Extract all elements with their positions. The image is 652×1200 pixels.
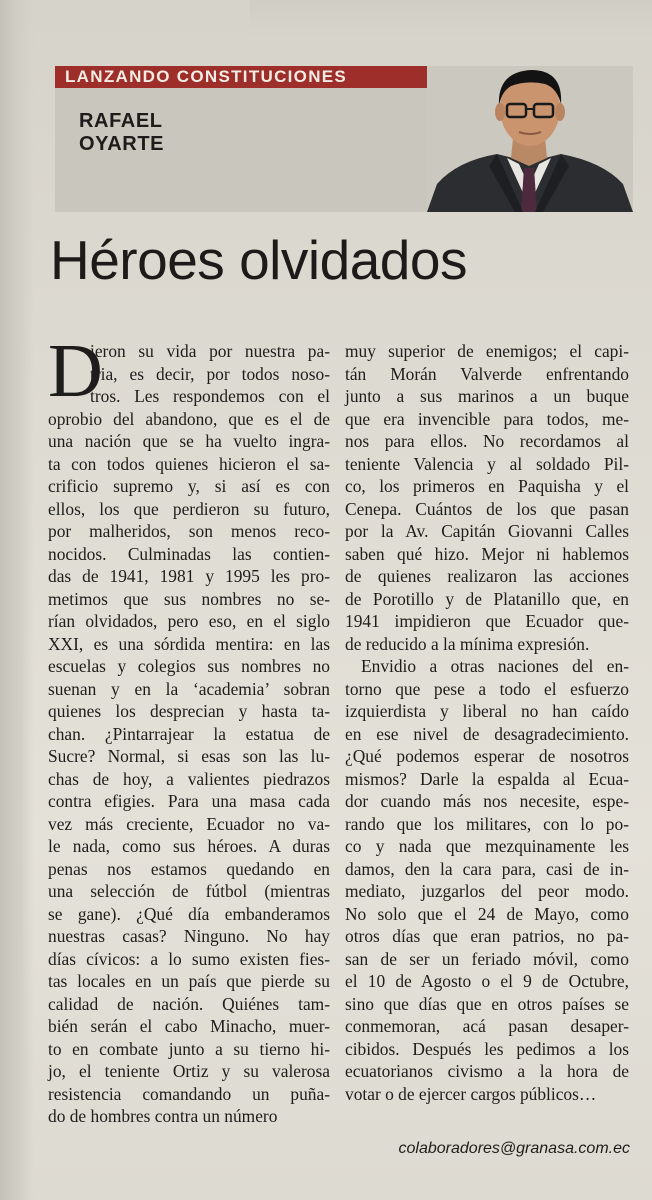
article-text-line: sino que días que en otros países se xyxy=(345,993,629,1014)
article-text-line: saben qué hizo. Mejor ni hablemos xyxy=(345,543,629,564)
article-text-line: junto a sus marinos a un buque xyxy=(345,386,629,406)
contact-email: colaboradores@granasa.com.ec xyxy=(398,1140,630,1157)
article-text-line: jo, el teniente Ortiz y su valerosa xyxy=(48,1061,330,1081)
article-text-line: mediato, juzgarlos del peor modo. xyxy=(345,881,629,901)
article-text-line: vez más creciente, Ecuador no va- xyxy=(48,813,330,834)
author-last-name: OYARTE xyxy=(79,133,165,155)
article-text-line: le nada, como sus héroes. A duras xyxy=(48,836,330,856)
article-text-line: nuestras casas? Ninguno. No hay xyxy=(48,926,330,946)
article-text-line: tán Morán Valverde enfrentando xyxy=(345,363,629,384)
article-text-line: ¿Qué podemos esperar de nosotros xyxy=(345,746,629,766)
article-text-line: Envidio a otras naciones del en- xyxy=(361,656,629,676)
article-text-line: otros días que eran patrios, no pa- xyxy=(345,926,629,946)
article-text-line: el 10 de Agosto o el 9 de Octubre, xyxy=(345,971,629,991)
article-text-line: por la Av. Capitán Giovanni Calles xyxy=(345,521,629,541)
article-text-line: ellos, los que perdieron su futuro, xyxy=(48,498,330,519)
article-text-line: muy superior de enemigos; el capi- xyxy=(345,341,629,361)
column-header xyxy=(55,66,633,212)
drop-cap: D xyxy=(48,329,103,413)
article-text-line: tria, es decir, por todos noso- xyxy=(90,363,330,384)
article-text-line: de quienes realizaron las acciones xyxy=(345,566,629,586)
article-text-line: conmemoran, acá pasan desaper- xyxy=(345,1016,629,1036)
author-name xyxy=(79,110,229,156)
article-text-line: to en combate junto a su tierno hi- xyxy=(48,1038,330,1059)
article-text-line: una nación que se ha vuelto ingra- xyxy=(48,431,330,451)
article-text-line: suenan y en la ‘academia’ sobran xyxy=(48,678,330,699)
article-column-right xyxy=(345,340,629,1105)
article-text-line: por malheridos, son menos reco- xyxy=(48,521,330,541)
article-text-line: oprobio del abandono, que es el de xyxy=(48,408,330,429)
article-text-line: teniente Valencia y al soldado Pil- xyxy=(345,453,629,474)
article-text-line: rían olvidados, pero eso, en el siglo xyxy=(48,611,330,631)
article-text-line: de reducido a la mínima expresión. xyxy=(345,633,590,654)
bleed-through-text xyxy=(250,0,652,40)
article-text-line: rando que los militares, con lo po- xyxy=(345,813,629,834)
article-text-line: co y nada que mezquinamente les xyxy=(345,836,629,856)
article-text-line: días cívicos: a lo sumo existen fies- xyxy=(48,948,330,969)
article-text-line: escuelas y colegios sus nombres no xyxy=(48,656,330,676)
article-text-line: contra efigies. Para una masa cada xyxy=(48,791,330,811)
page-fold-shadow xyxy=(0,0,34,1200)
article-text-line: nos para ellos. No recordamos al xyxy=(345,431,629,451)
article-text-line: ecuatorianos civismo a la hora de xyxy=(345,1061,629,1081)
article-text-line: dor cuando más nos necesite, espe- xyxy=(345,791,629,811)
article-text-line: chas de hoy, a valientes piedrazos xyxy=(48,768,330,789)
article-text-line: quienes los desprecian y hasta ta- xyxy=(48,701,330,721)
article-text-line: bién serán el cabo Minacho, muer- xyxy=(48,1016,330,1036)
article-text-line: ta con todos quienes hicieron el sa- xyxy=(48,453,330,474)
article-text-line: en ese nivel de desagradecimiento. xyxy=(345,723,629,744)
article-column-left xyxy=(48,340,330,1128)
article-text-line: metimos que sus nombres no se- xyxy=(48,588,330,609)
article-text-line: damos, den la cara para, casi de in- xyxy=(345,858,629,879)
author-first-name: RAFAEL xyxy=(79,110,163,132)
article-text-line: tas locales en un país que pierde su xyxy=(48,971,330,991)
article-text-line: 1941 impidieron que Ecuador que- xyxy=(345,611,629,631)
article-text-line: calidad de nación. Quiénes tam- xyxy=(48,993,330,1014)
author-photo xyxy=(427,66,633,212)
article-text-line: chan. ¿Pintarrajear la estatua de xyxy=(48,723,330,744)
article-text-line: resistencia comandando un puña- xyxy=(48,1083,330,1104)
article-text-line: das de 1941, 1981 y 1995 les pro- xyxy=(48,566,330,586)
article-text-line: tros. Les respondemos con el xyxy=(90,386,330,406)
article-text-line: que era invencible para todos, me- xyxy=(345,408,629,429)
article-text-line: XXI, es una sórdida mentira: en las xyxy=(48,633,330,654)
article-text-line: crificio supremo y, si así es con xyxy=(48,476,330,496)
article-text-line: nocidos. Culminadas las contien- xyxy=(48,543,330,564)
article-text-line: votar o de ejercer cargos públicos… xyxy=(345,1083,597,1104)
article-text-line: No solo que el 24 de Mayo, como xyxy=(345,903,629,924)
article-text-line: de Porotillo y de Platanillo que, en xyxy=(345,588,629,609)
article-text-line: torno que pese a todo el esfuerzo xyxy=(345,678,629,699)
article-text-line: Sucre? Normal, si esas son las lu- xyxy=(48,746,330,766)
article-text-line: se gane). ¿Qué día embanderamos xyxy=(48,903,330,924)
article-text-line: co, los primeros en Paquisha y el xyxy=(345,476,629,496)
section-label: LANZANDO CONSTITUCIONES xyxy=(65,67,348,86)
article-text-line: do de hombres contra un número xyxy=(48,1106,278,1126)
article-text-line: cibidos. Después les pedimos a los xyxy=(345,1038,629,1059)
article-text-line: una selección de fútbol (mientras xyxy=(48,881,330,901)
article-text-line: Cenepa. Cuántos de los que pasan xyxy=(345,498,629,519)
article-title: Héroes olvidados xyxy=(50,229,467,291)
article-text-line: izquierdista y liberal no han caído xyxy=(345,701,629,721)
article-text-line: ieron su vida por nuestra pa- xyxy=(90,341,330,361)
article-text-line: mismos? Darle la espalda al Ecua- xyxy=(345,768,629,789)
article-text-line: penas nos estamos quedando en xyxy=(48,858,330,879)
article-text-line: san de ser un feriado móvil, como xyxy=(345,948,629,969)
